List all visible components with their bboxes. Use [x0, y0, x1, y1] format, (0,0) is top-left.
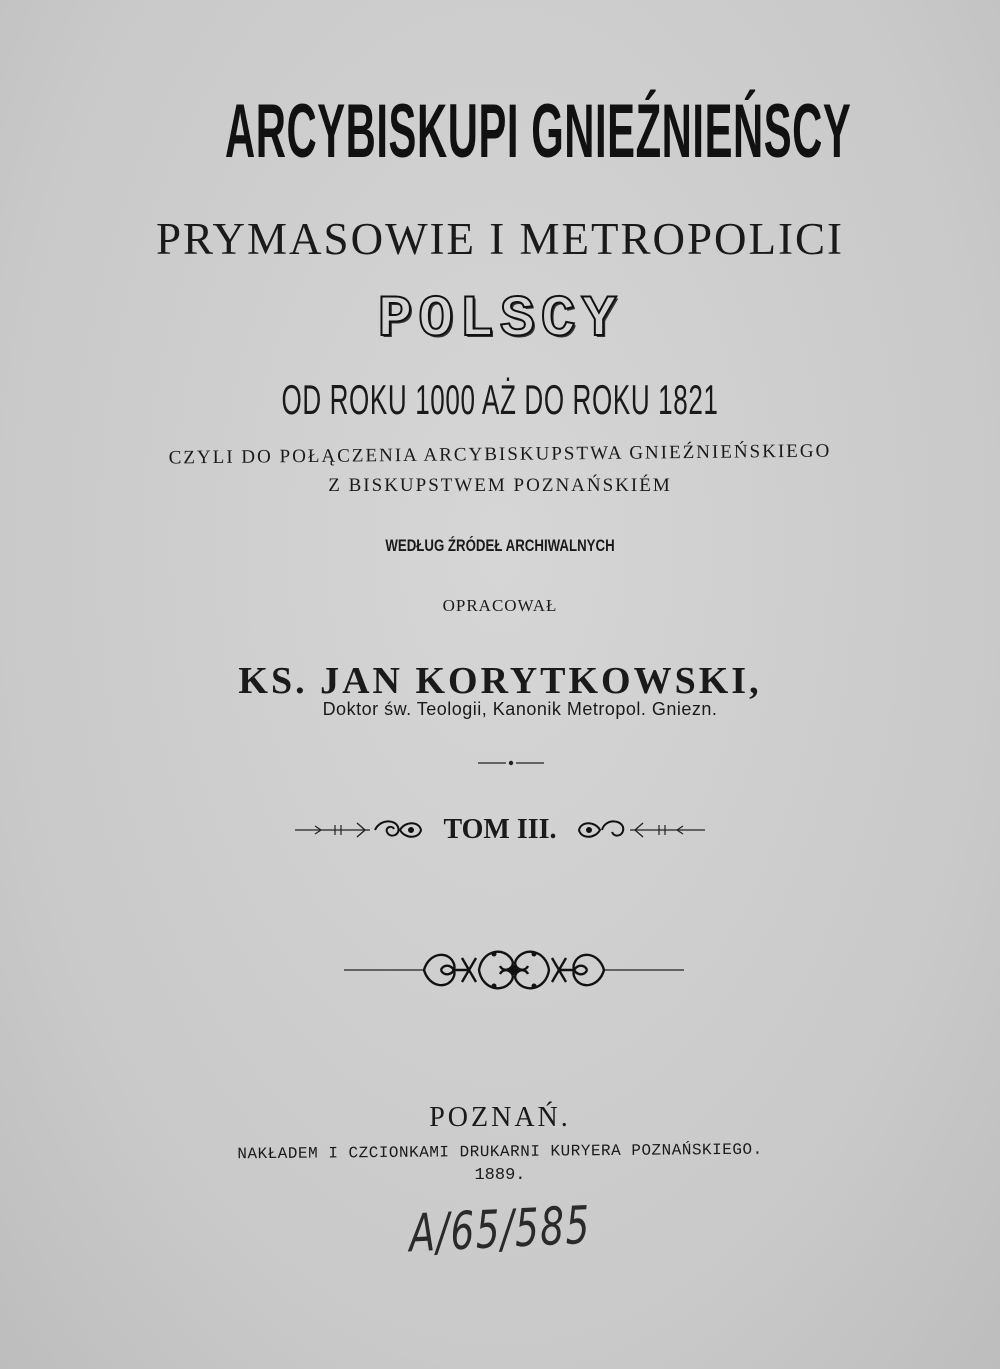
- publisher-line: NAKŁADEM I CZCIONKAMI DRUKARNI KURYERA POZNAŃSKIEGO.: [237, 1140, 763, 1164]
- book-title: ARCYBISKUPI GNIEŹNIEŃSCY: [225, 89, 852, 174]
- central-scroll-ornament-icon: [344, 940, 684, 1000]
- description-line-2: Z BISKUPSTWEM POZNAŃSKIÉM: [328, 475, 672, 496]
- tom-flourish-left-icon: [295, 815, 425, 845]
- description-line-1: CZYLI DO POŁĄCZENIA ARCYBISKUPSTWA GNIEŹNIEŃSKIEGO: [168, 440, 832, 469]
- subtitle-line-1: PRYMASOWIE I METROPOLICI: [155, 214, 845, 264]
- author-title: Doktor św. Teologii, Kanonik Metropol. Gniezn.: [322, 699, 718, 719]
- small-dash-ornament-icon: [476, 758, 546, 768]
- volume-row: [0, 812, 1000, 852]
- sources-note: WEDŁUG ŹRÓDEŁ ARCHIWALNYCH: [385, 536, 615, 555]
- publication-year: 1889.: [474, 1166, 526, 1185]
- author-name: KS. JAN KORYTKOWSKI,: [238, 660, 762, 702]
- tom-flourish-right-icon: [575, 815, 705, 845]
- handwritten-shelfmark: A/65/585: [408, 1195, 592, 1265]
- compiled-by-label: OPRACOWAŁ: [442, 596, 558, 615]
- volume-number: TOM III.: [443, 814, 557, 845]
- date-range: OD ROKU 1000 AŻ DO ROKU 1821: [281, 376, 719, 423]
- publication-place: POZNAŃ.: [429, 1102, 571, 1133]
- subtitle-line-2: POLSCY: [377, 288, 623, 353]
